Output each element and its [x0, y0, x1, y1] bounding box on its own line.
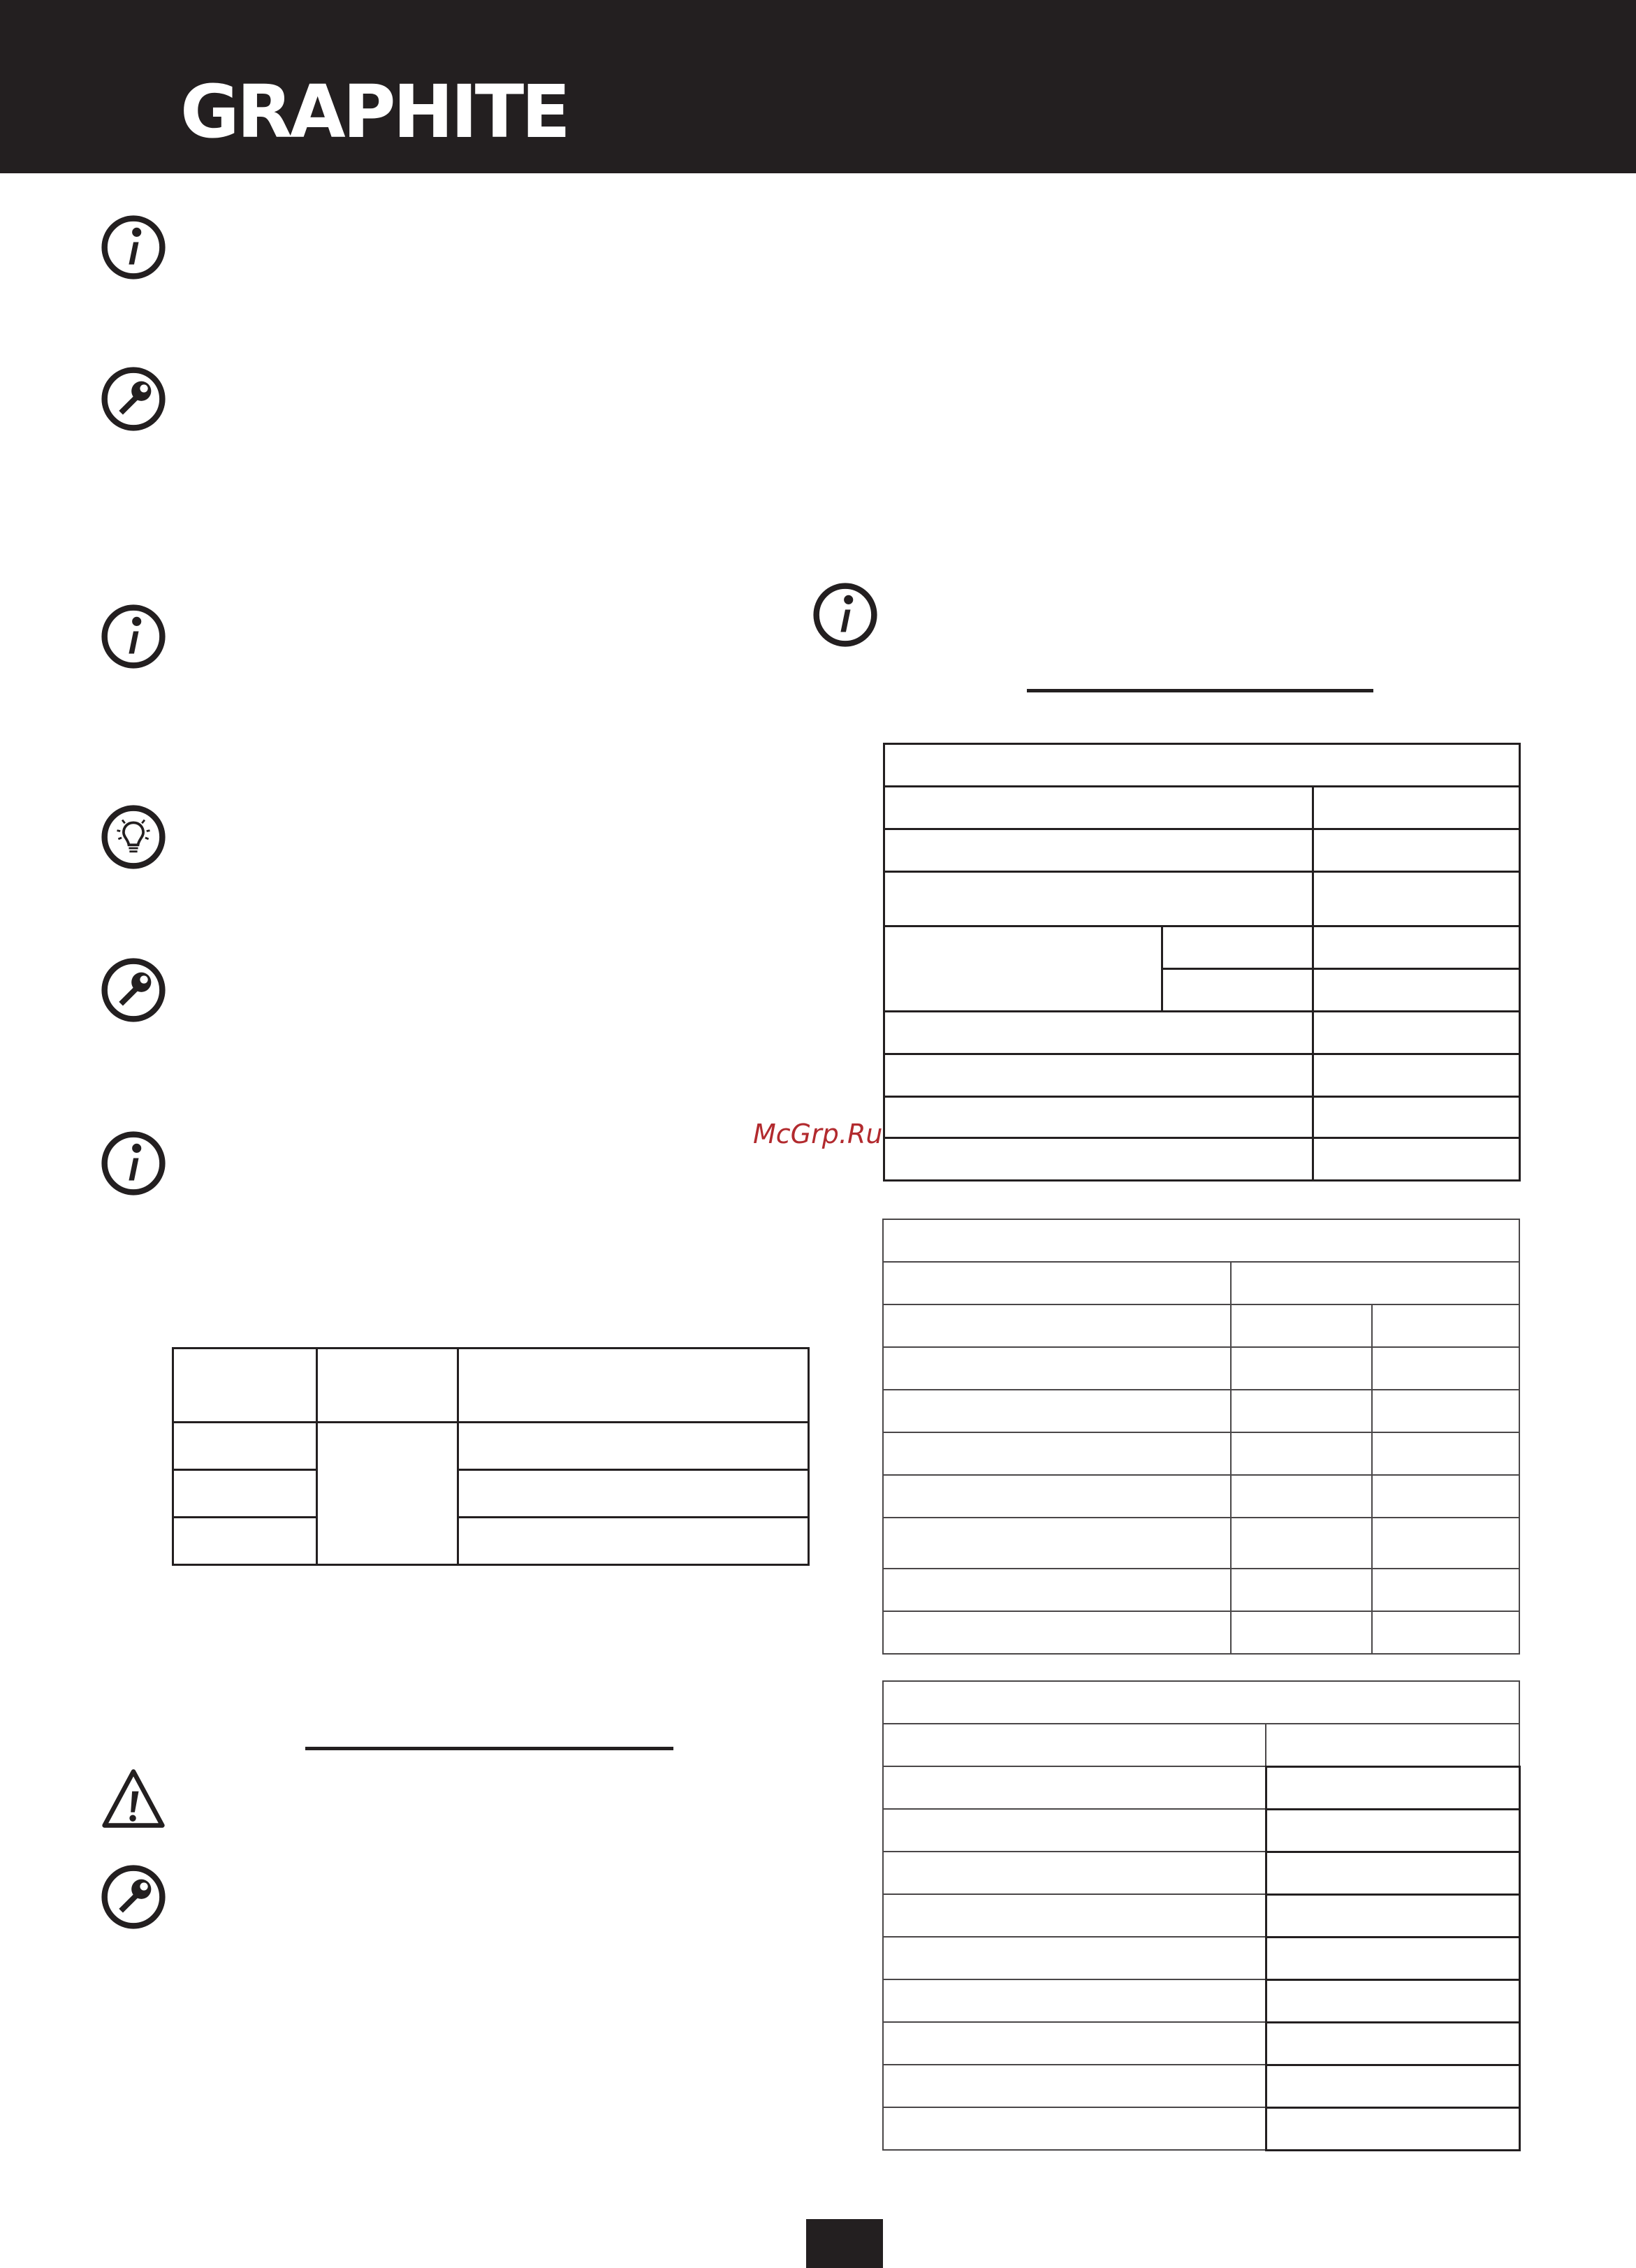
table-cell [1266, 1724, 1519, 1766]
table-cell [1231, 1518, 1372, 1569]
table-row [883, 1219, 1519, 1262]
table-cell [1372, 1304, 1519, 1347]
table-row [884, 1097, 1520, 1138]
table-cell [1372, 1518, 1519, 1569]
table-cell [1313, 1097, 1520, 1138]
info-icon [101, 1131, 166, 1196]
section-rule [1027, 689, 1373, 692]
table-row [173, 1423, 809, 1470]
table-row [883, 1518, 1519, 1569]
table-cell [1372, 1347, 1519, 1390]
info-icon [101, 215, 166, 280]
table-cell [1231, 1262, 1519, 1304]
info-icon [812, 582, 878, 648]
table-row [883, 1937, 1519, 1979]
table-cell [1231, 1347, 1372, 1390]
brand-text: GRAPHITE [180, 75, 568, 145]
graphite-logo [180, 75, 571, 145]
table-cell [1266, 2065, 1519, 2107]
table-cell [173, 1423, 317, 1470]
table-cell [1266, 1979, 1519, 2022]
table-row [883, 1766, 1519, 1809]
table-cell [884, 829, 1313, 872]
table-cell [883, 1390, 1231, 1432]
table-cell [1313, 872, 1520, 926]
table-row [884, 926, 1520, 969]
lightbulb-icon [101, 804, 166, 870]
table-cell [884, 744, 1520, 787]
table-row [884, 1138, 1520, 1181]
table-row [884, 872, 1520, 926]
table-cell [1313, 1054, 1520, 1097]
table-cell [173, 1349, 317, 1423]
table-cell [1231, 1390, 1372, 1432]
table-cell [884, 1012, 1313, 1054]
table-cell [1266, 1852, 1519, 1894]
table-row [883, 1724, 1519, 1766]
table-cell [1266, 1766, 1519, 1809]
table-cell [884, 1054, 1313, 1097]
table-cell [883, 1219, 1519, 1262]
table-row [884, 787, 1520, 829]
table-cell [1266, 2107, 1519, 2150]
table-cell [1372, 1475, 1519, 1518]
section-rule [305, 1747, 673, 1750]
table-cell [883, 1611, 1231, 1654]
table-cell [883, 1475, 1231, 1518]
table-cell [883, 1518, 1231, 1569]
table-cell [883, 1432, 1231, 1475]
table-row [884, 829, 1520, 872]
table-row [883, 1304, 1519, 1347]
info-icon [101, 604, 166, 669]
table-cell [317, 1423, 458, 1565]
table-row [884, 1012, 1520, 1054]
table-cell [458, 1518, 809, 1565]
table-cell [1313, 969, 1520, 1012]
wrench-icon [101, 366, 166, 432]
table-cell [458, 1470, 809, 1518]
table-row [883, 2107, 1519, 2150]
table-cell [883, 1937, 1266, 1979]
table-cell [458, 1349, 809, 1423]
table-row [883, 1390, 1519, 1432]
table-cell [884, 1097, 1313, 1138]
table-row [883, 1809, 1519, 1852]
table-cell [1313, 787, 1520, 829]
table-row [883, 1979, 1519, 2022]
table-row [883, 1432, 1519, 1475]
table-cell [1313, 829, 1520, 872]
table-cell [884, 872, 1313, 926]
table-row [173, 1518, 809, 1565]
wrench-icon [101, 1864, 166, 1930]
table-row [173, 1349, 809, 1423]
table-row [883, 1611, 1519, 1654]
table-row [173, 1470, 809, 1518]
table-cell [1372, 1611, 1519, 1654]
left-table [172, 1347, 810, 1566]
table-row [883, 1852, 1519, 1894]
table-cell [1231, 1569, 1372, 1611]
warning-icon [101, 1766, 166, 1832]
table-cell [1231, 1432, 1372, 1475]
table-cell [883, 1894, 1266, 1937]
table-cell [173, 1518, 317, 1565]
table-cell [1162, 969, 1313, 1012]
table-row [883, 1347, 1519, 1390]
table-row [884, 744, 1520, 787]
table-cell [1313, 1138, 1520, 1181]
table-cell [883, 1262, 1231, 1304]
spec-table-2 [882, 1219, 1520, 1655]
table-row [884, 1054, 1520, 1097]
table-row [883, 2065, 1519, 2107]
table-row [883, 1894, 1519, 1937]
table-cell [1266, 2022, 1519, 2065]
table-cell [883, 1809, 1266, 1852]
table-cell [883, 1766, 1266, 1809]
table-cell [883, 1979, 1266, 2022]
watermark-link[interactable]: McGrp.Ru [753, 1119, 883, 1149]
table-cell [883, 1569, 1231, 1611]
table-cell [1372, 1390, 1519, 1432]
table-cell [458, 1423, 809, 1470]
table-cell [1266, 1809, 1519, 1852]
table-cell [884, 1138, 1313, 1181]
table-cell [883, 2022, 1266, 2065]
table-cell [1313, 1012, 1520, 1054]
table-cell [317, 1349, 458, 1423]
table-cell [883, 1347, 1231, 1390]
table-row [883, 2022, 1519, 2065]
table-cell [1266, 1894, 1519, 1937]
table-cell [1266, 1937, 1519, 1979]
table-cell [883, 2065, 1266, 2107]
table-cell [883, 2107, 1266, 2150]
table-row [883, 1262, 1519, 1304]
spec-table-1 [883, 743, 1521, 1182]
table-cell [1372, 1569, 1519, 1611]
table-cell [1231, 1475, 1372, 1518]
table-cell [883, 1724, 1266, 1766]
spec-table-3 [882, 1680, 1521, 2151]
table-cell [883, 1304, 1231, 1347]
table-cell [883, 1681, 1519, 1724]
page-number-box [806, 2219, 883, 2268]
table-cell [1313, 926, 1520, 969]
table-cell [1231, 1611, 1372, 1654]
wrench-icon [101, 957, 166, 1023]
table-row [883, 1569, 1519, 1611]
table-cell [1162, 926, 1313, 969]
page-header [0, 0, 1636, 173]
table-row [883, 1475, 1519, 1518]
table-cell [883, 1852, 1266, 1894]
table-cell [884, 787, 1313, 829]
table-cell [173, 1470, 317, 1518]
table-cell [884, 926, 1162, 1012]
table-cell [1372, 1432, 1519, 1475]
brand-logo [180, 75, 571, 145]
table-cell [1231, 1304, 1372, 1347]
table-row [883, 1681, 1519, 1724]
